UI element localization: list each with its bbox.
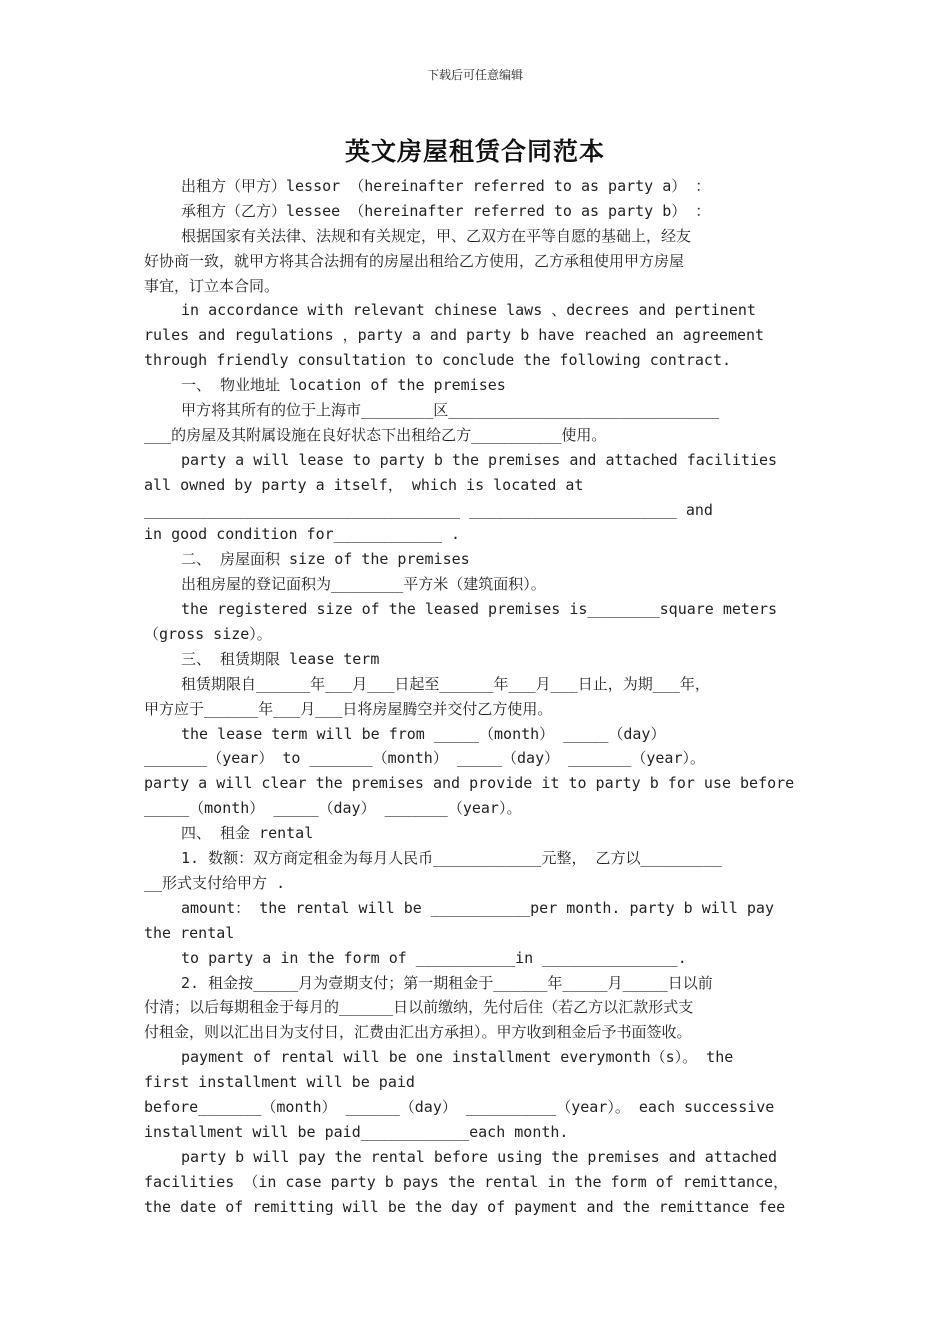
text-line: in accordance with relevant chinese laws 、decrees and pertinent [181, 301, 756, 320]
text-line: ___的房屋及其附属设施在良好状态下出租给乙方__________使用。 [144, 425, 607, 444]
text-line: facilities （in case party b pays the rental in the form of remittance， [144, 1172, 789, 1191]
document-title: 英文房屋租赁合同范本 [344, 137, 605, 166]
text-line: the lease term will be from _____（month） _____（day） [181, 724, 666, 743]
text-line: 付租金，则以汇出日为支付日，汇费由汇出方承担）。甲方收到租金后予书面签收。 [144, 1023, 692, 1042]
document-body [144, 174, 812, 1219]
text-line: in good condition for____________ . [144, 525, 461, 544]
text-line: before_______（month） ______（day） __________（year）。 each successive [144, 1097, 775, 1116]
text-line: 好协商一致，就甲方将其合法拥有的房屋出租给乙方使用，乙方承租使用甲方房屋 [144, 251, 685, 270]
text-line: 三、 租赁期限 lease term [181, 649, 380, 668]
text-line: the rental [144, 923, 235, 942]
text-line: the registered size of the leased premises is________square meters [181, 600, 778, 619]
text-line: 1. 数额：双方商定租金为每月人民币____________元整， 乙方以_________ [181, 849, 722, 868]
text-line: all owned by party a itself， which is located at [144, 475, 584, 494]
text-line: （gross size）。 [144, 625, 272, 644]
text-line: 甲方将其所有的位于上海市________区______________________________ [181, 401, 720, 420]
text-line: 出租方（甲方）lessor （hereinafter referred to as party a） ： [181, 177, 711, 195]
text-line: _____（month） _____（day） _______（year）。 [144, 799, 522, 818]
text-line: party a will clear the premises and provide it to party b for use before [144, 774, 795, 793]
text-line: _______（year） to _______（month） _____（day） _______（year）。 [144, 749, 705, 768]
text-line: 付清；以后每期租金于每月的______日以前缴纳，先付后住（若乙方以汇款形式支 [144, 998, 694, 1017]
text-line: first installment will be paid [144, 1073, 415, 1092]
text-line: 一、 物业地址 location of the premises [181, 376, 506, 395]
text-line: 租赁期限自______年___月___日起至______年___月___日止，为期___年， [181, 674, 710, 693]
text-line: 根据国家有关法律、法规和有关规定，甲、乙双方在平等自愿的基础上，经友 [181, 226, 692, 245]
text-line: installment will be paid____________each month. [144, 1122, 569, 1141]
text-line: 承租方（乙方）lessee （hereinafter referred to as party b） ： [181, 201, 711, 220]
text-line: 二、 房屋面积 size of the premises [181, 550, 470, 569]
text-line: 2. 租金按_____月为壹期支付；第一期租金于______年_____月_____日以前 [181, 973, 713, 992]
text-line: the date of remitting will be the day of payment and the remittance fee [144, 1197, 786, 1216]
text-line: 事宜，订立本合同。 [144, 276, 280, 295]
text-line: to party a in the form of ___________in _______________. [181, 948, 687, 967]
text-line: 四、 租金 rental [181, 824, 314, 843]
text-line: __形式支付给甲方 . [144, 873, 286, 892]
text-line: through friendly consultation to conclude the following contract. [144, 351, 731, 370]
page-header: 下载后可任意编辑 [426, 68, 523, 82]
text-line: rules and regulations ，party a and party b have reached an agreement [144, 326, 765, 345]
text-line: payment of rental will be one installment everymonth（s）。 the [181, 1048, 734, 1067]
text-line: amount： the rental will be ___________per month. party b will pay [181, 898, 774, 917]
text-line: party a will lease to party b the premises and attached facilities [181, 450, 778, 469]
text-line: ___________________________________ _______________________ and [144, 500, 713, 519]
text-line: 出租房屋的登记面积为________平方米（建筑面积）。 [181, 575, 546, 594]
text-line: party b will pay the rental before using the premises and attached [181, 1147, 778, 1166]
text-line: 甲方应于______年___月___日将房屋腾空并交付乙方使用。 [144, 699, 553, 718]
